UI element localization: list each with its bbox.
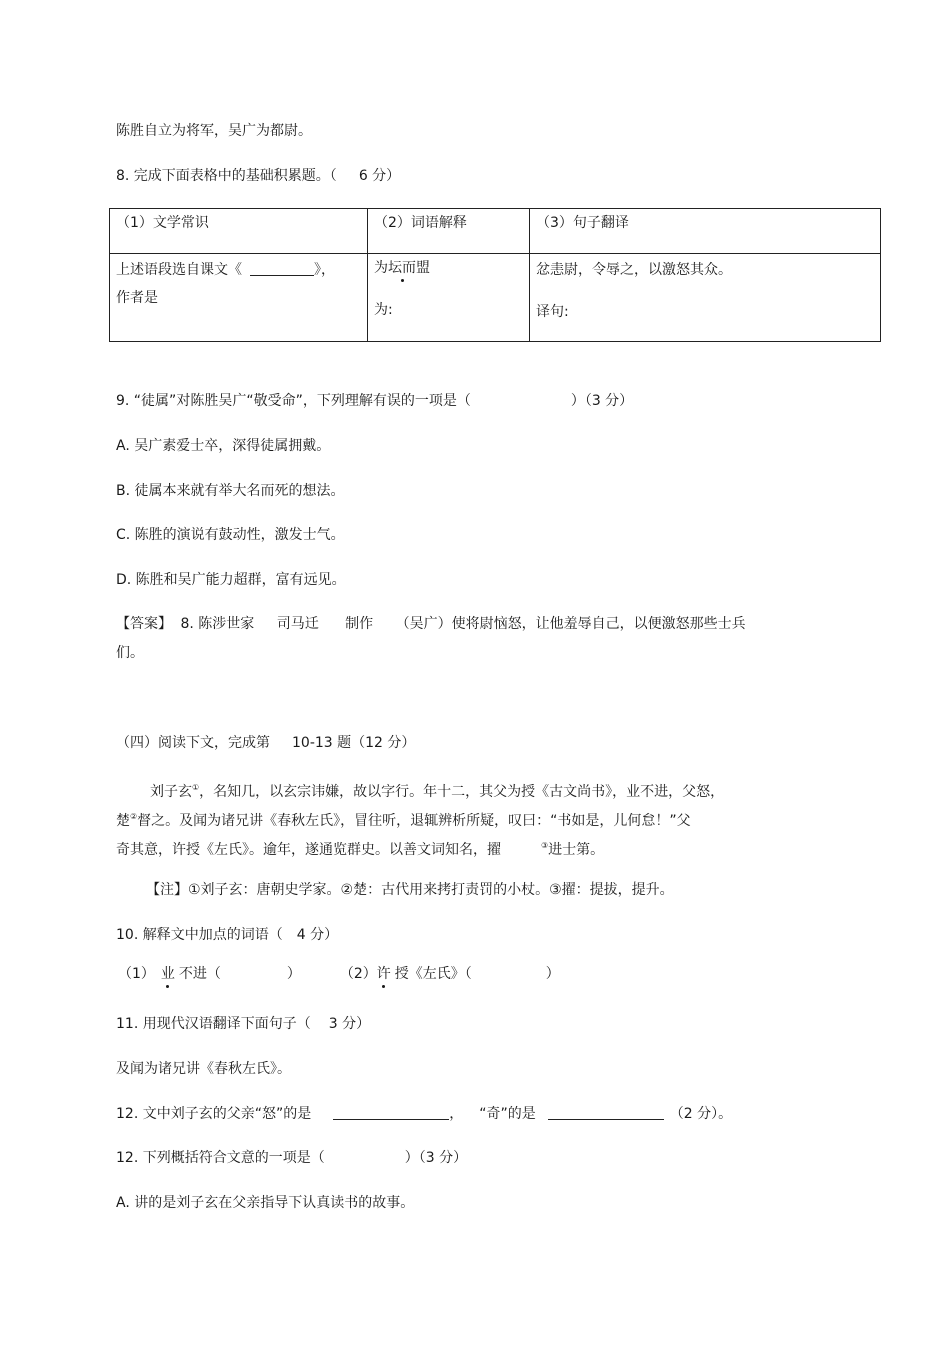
question-12-choice: 12. 下列概括符合文意的一项是（ ）（3 分） bbox=[116, 1150, 468, 1166]
question-12-option-a: A. 讲的是刘子玄在父亲指导下认真读书的故事。 bbox=[116, 1195, 415, 1211]
option-c: C. 陈胜的演说有鼓动性，激发士气。 bbox=[116, 527, 345, 543]
answer-label: 【答案】 bbox=[116, 616, 172, 632]
table-cell-literature: 上述语段选自课文《 》， 作者是 bbox=[110, 254, 368, 342]
footnote-mark: ① bbox=[192, 783, 200, 792]
question-8 bbox=[116, 166, 400, 186]
table-cell-translation: 忿恚尉，令辱之，以激怒其众。 译句: bbox=[530, 254, 881, 342]
passage-line-1: 刘子玄①，名知几，以玄宗讳嫌，故以字行。年十二，其父为授《古文尚书》，业不进，父怒， bbox=[150, 783, 725, 800]
question-11: 11. 用现代汉语翻译下面句子（ 3 分） bbox=[116, 1016, 371, 1032]
text-line: 陈胜自立为将军，吴广为都尉。 bbox=[116, 123, 312, 139]
answer-blank bbox=[548, 1105, 664, 1120]
table-header-words: （2）词语解释 bbox=[368, 209, 530, 254]
option-d: D. 陈胜和吴广能力超群，富有远见。 bbox=[116, 572, 346, 588]
q8-stem: 8. 完成下面表格中的基础积累题。（ bbox=[116, 168, 337, 184]
question-10-items: （1） 业 不进（ ） （2）许 授《左氏》（ ） bbox=[118, 966, 560, 982]
answer-line: 【答案】 8. 陈涉世家 司马迁 制作 （吴广）使将尉恼怒，让他羞辱自己，以便激怒那些士兵 bbox=[116, 616, 746, 632]
question-11-sentence: 及闻为诸兄讲《春秋左氏》。 bbox=[116, 1061, 291, 1077]
section-4-heading: （四）阅读下文，完成第 10-13 题（12 分） bbox=[116, 735, 416, 751]
footnote-mark: ③ bbox=[541, 841, 549, 850]
table-header-literature: （1）文学常识 bbox=[110, 209, 368, 254]
answer-blank bbox=[250, 261, 314, 276]
question-12-fill: 12. 文中刘子玄的父亲“怒”的是 ， “奇”的是 （2 分）。 bbox=[116, 1106, 733, 1122]
answer-continuation: 们。 bbox=[116, 645, 144, 661]
table-cell-words: 为坛而盟 为: bbox=[368, 254, 530, 342]
accumulation-table bbox=[109, 208, 881, 342]
option-b: B. 徒属本来就有举大名而死的想法。 bbox=[116, 483, 345, 499]
passage-note: 【注】①刘子玄：唐朝史学家。②楚：古代用来拷打责罚的小杖。③擢：提拔，提升。 bbox=[146, 882, 674, 898]
passage-line-2: 楚②督之。及闻为诸兄讲《春秋左氏》，冒往听，退辄辨析所疑，叹曰：“书如是，儿何怠！”父 bbox=[116, 812, 691, 829]
question-10: 10. 解释文中加点的词语（ 4 分） bbox=[116, 927, 339, 943]
option-a: A. 吴广素爱士卒，深得徒属拥戴。 bbox=[116, 438, 331, 454]
footnote-mark: ② bbox=[130, 812, 138, 821]
table-header-translation: （3）句子翻译 bbox=[530, 209, 881, 254]
answer-blank bbox=[333, 1105, 449, 1120]
q8-score: 6 分） bbox=[358, 168, 401, 184]
question-9: 9. “徒属”对陈胜吴广“敬受命”，下列理解有误的一项是（ ）（3 分） bbox=[116, 393, 634, 409]
passage-line-3: 奇其意，许授《左氏》。逾年，遂通览群史。以善文词知名，擢 ③进士第。 bbox=[116, 841, 605, 858]
